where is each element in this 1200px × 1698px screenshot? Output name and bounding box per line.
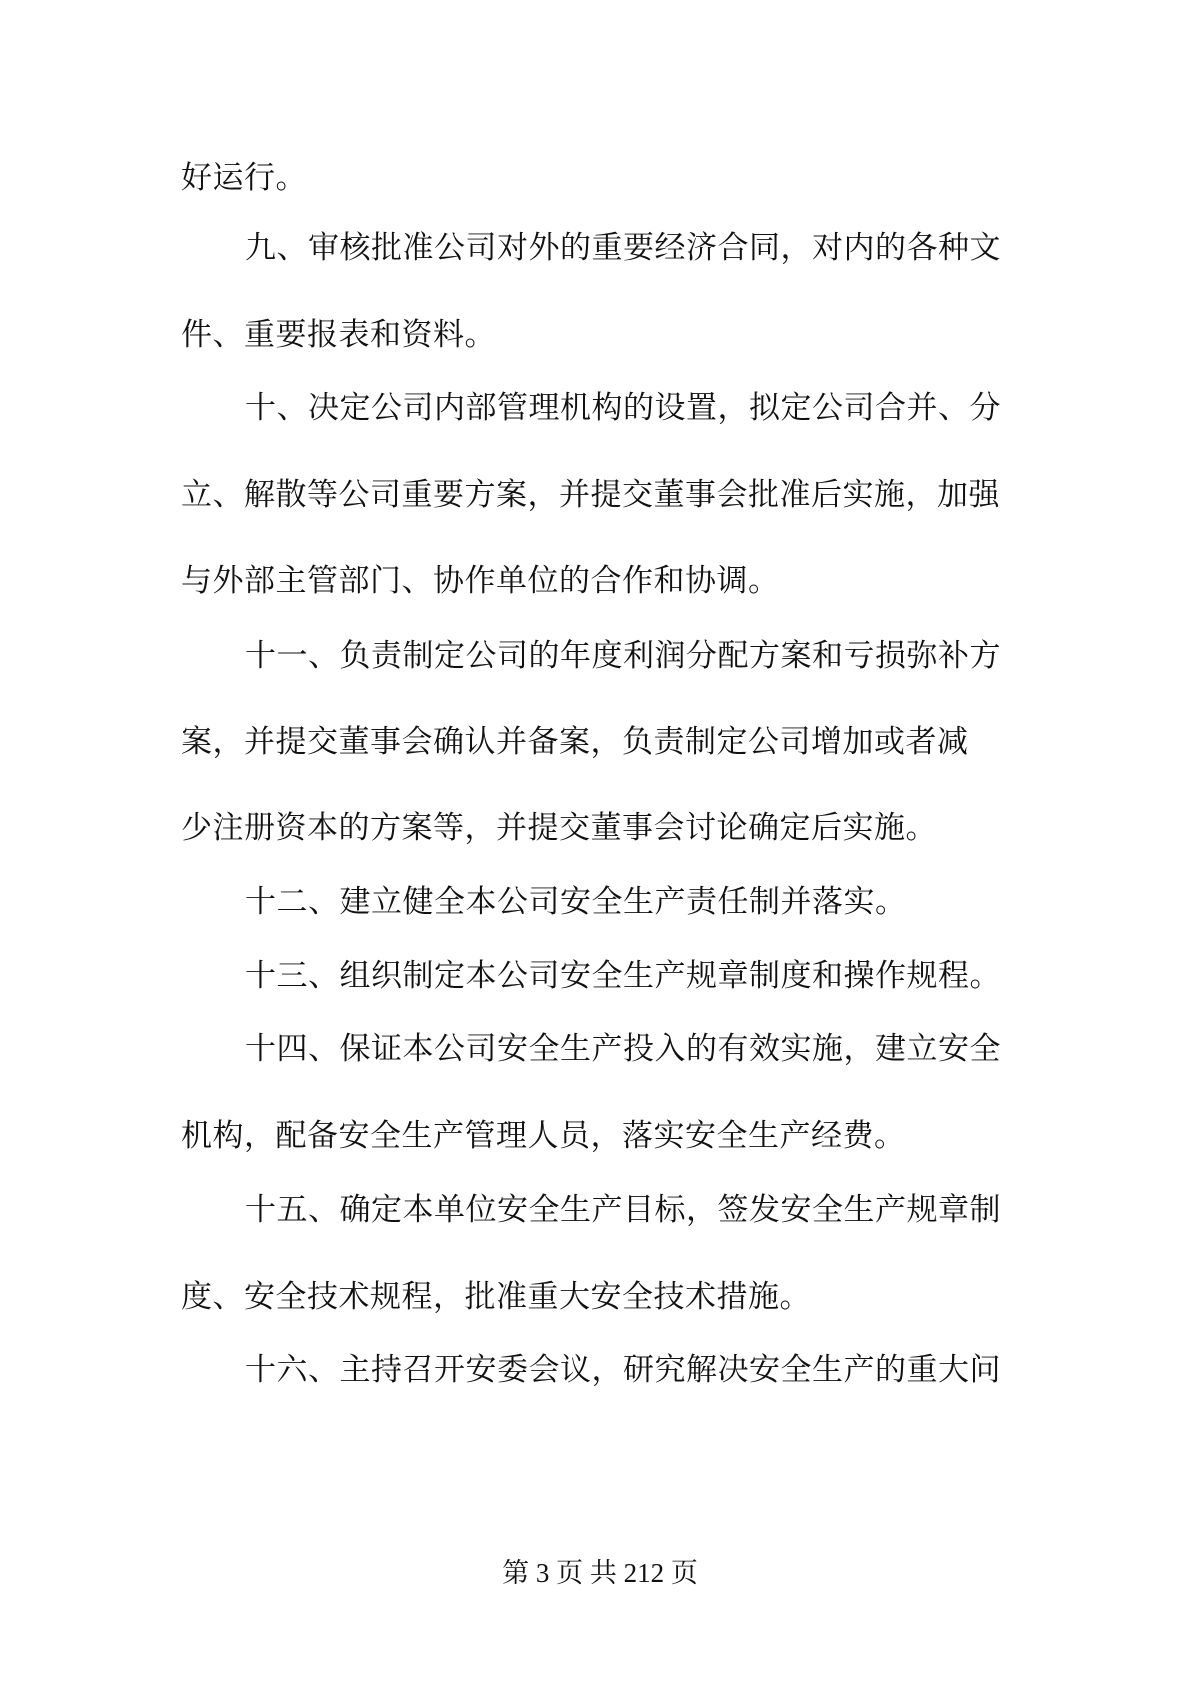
paragraph-line: 十、决定公司内部管理机构的设置，拟定公司合并、分: [245, 390, 1001, 426]
paragraph-line: 好运行。: [181, 160, 307, 196]
paragraph-line: 十二、建立健全本公司安全生产责任制并落实。: [245, 884, 907, 920]
paragraph-line: 少注册资本的方案等，并提交董事会讨论确定后实施。: [181, 810, 937, 846]
paragraph-line: 件、重要报表和资料。: [181, 317, 496, 353]
page-footer: 第 3 页 共 212 页: [502, 1558, 698, 1588]
paragraph-line: 度、安全技术规程，批准重大安全技术措施。: [181, 1279, 811, 1315]
paragraph-line: 十六、主持召开安委会议，研究解决安全生产的重大问: [245, 1352, 1001, 1388]
paragraph-line: 十四、保证本公司安全生产投入的有效实施，建立安全: [245, 1031, 1001, 1067]
paragraph-line: 十五、确定本单位安全生产目标，签发安全生产规章制: [245, 1192, 1001, 1228]
paragraph-line: 十三、组织制定本公司安全生产规章制度和操作规程。: [245, 958, 1001, 994]
paragraph-line: 立、解散等公司重要方案，并提交董事会批准后实施，加强: [181, 477, 1000, 513]
paragraph-line: 机构，配备安全生产管理人员，落实安全生产经费。: [181, 1118, 906, 1154]
paragraph-line: 九、审核批准公司对外的重要经济合同，对内的各种文: [245, 230, 1001, 266]
paragraph-line: 十一、负责制定公司的年度利润分配方案和亏损弥补方: [245, 638, 1001, 674]
paragraph-line: 与外部主管部门、协作单位的合作和协调。: [181, 563, 780, 599]
paragraph-line: 案，并提交董事会确认并备案，负责制定公司增加或者减: [181, 724, 969, 760]
